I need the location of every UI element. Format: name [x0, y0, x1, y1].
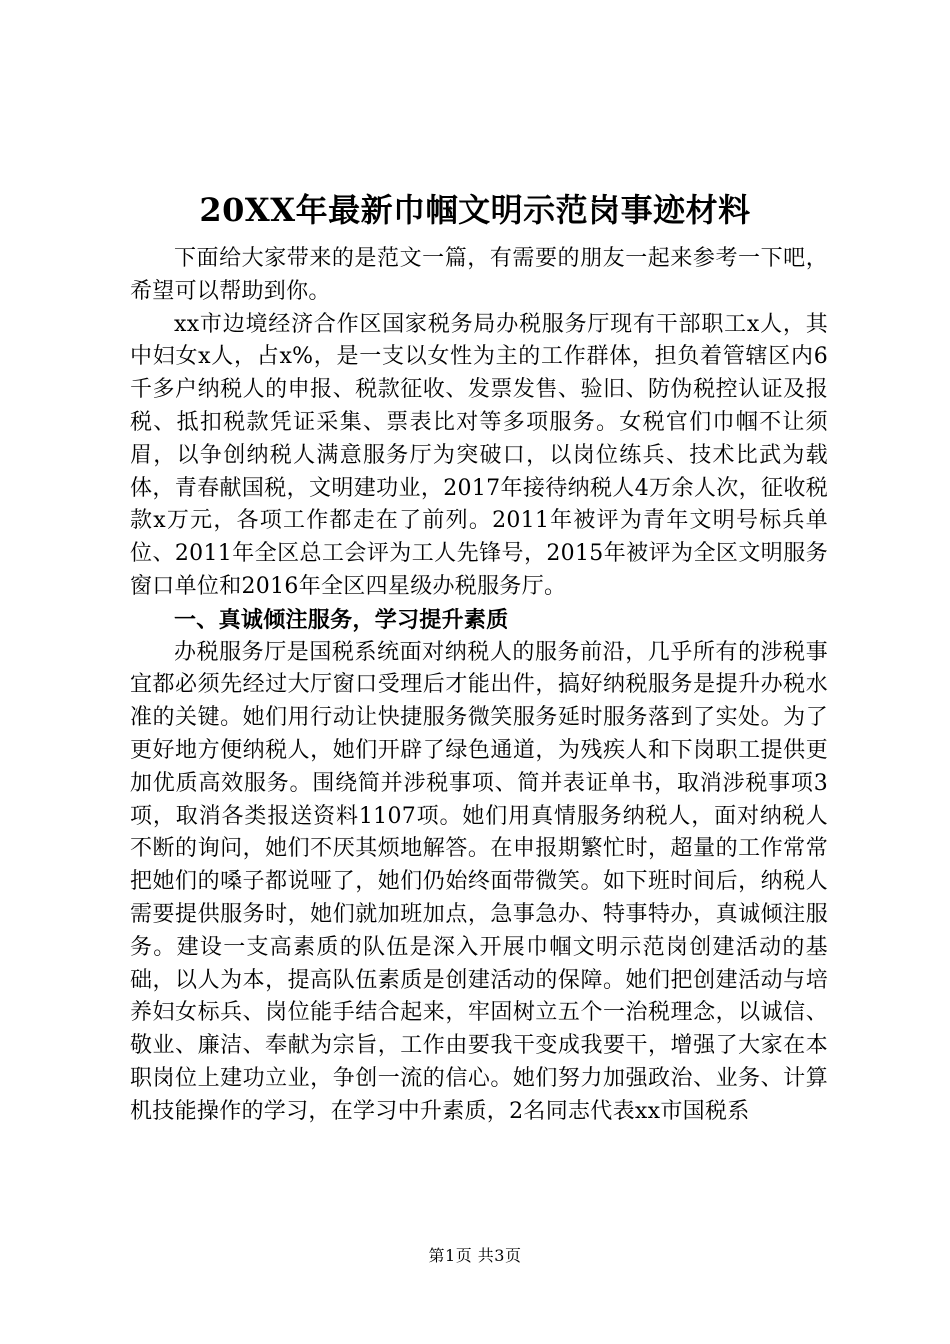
document-body: [130, 243, 828, 1129]
page-indicator: 第1页 共3页: [428, 1246, 522, 1265]
paragraph-2: 办税服务厅是国税系统面对纳税人的服务前沿，几乎所有的涉税事宜都必须先经过大厅窗口受理后才能出件，搞好纳税服务是提升办税水准的关键。她们用行动让快捷服务微笑服务延时服务落到了实处。为了更好地方便纳税人，她们开辟了绿色通道，为残疾人和下岗职工提供更加优质高效服务。围绕简并涉税事项、简并表证单书，取消涉税事项3项，取消各类报送资料1107项。她们用真情服务纳税人，面对纳税人不断的询问，她们不厌其烦地解答。在申报期繁忙时，超量的工作常常把她们的嗓子都说哑了，她们仍始终面带微笑。如下班时间后，纳税人需要提供服务时，她们就加班加点，急事急办、特事特办，真诚倾注服务。建设一支高素质的队伍是深入开展巾帼文明示范岗创建活动的基础，以人为本，提高队伍素质是创建活动的保障。她们把创建活动与培养妇女标兵、岗位能手结合起来，牢固树立五个一治税理念，以诚信、敬业、廉洁、奉献为宗旨，工作由要我干变成我要干，增强了大家在本职岗位上建功立业，争创一流的信心。她们努力加强政治、业务、计算机技能操作的学习，在学习中升素质，2名同志代表xx市国税系: [130, 639, 828, 1124]
paragraph-1: xx市边境经济合作区国家税务局办税服务厅现有干部职工x人，其中妇女x人，占x%，是一支以女性为主的工作群体，担负着管辖区内6千多户纳税人的申报、税款征收、发票发售、验旧、防伪税控认证及报税、抵扣税款凭证采集、票表比对等多项服务。女税官们巾帼不让须眉，以争创纳税人满意服务厅为突破口，以岗位练兵、技术比武为载体，青春献国税，文明建功业，2017年接待纳税人4万余人次，征收税款x万元，各项工作都走在了前列。2011年被评为青年文明号标兵单位、2011年全区总工会评为工人先锋号，2015年被评为全区文明服务窗口单位和2016年全区四星级办税服务厅。: [130, 311, 828, 599]
section-1-heading: 一、真诚倾注服务，学习提升素质: [174, 606, 509, 633]
intro-paragraph: 下面给大家带来的是范文一篇，有需要的朋友一起来参考一下吧，希望可以帮助到你。: [130, 246, 828, 304]
document-title: 20XX年最新巾帼文明示范岗事迹材料: [199, 191, 751, 229]
